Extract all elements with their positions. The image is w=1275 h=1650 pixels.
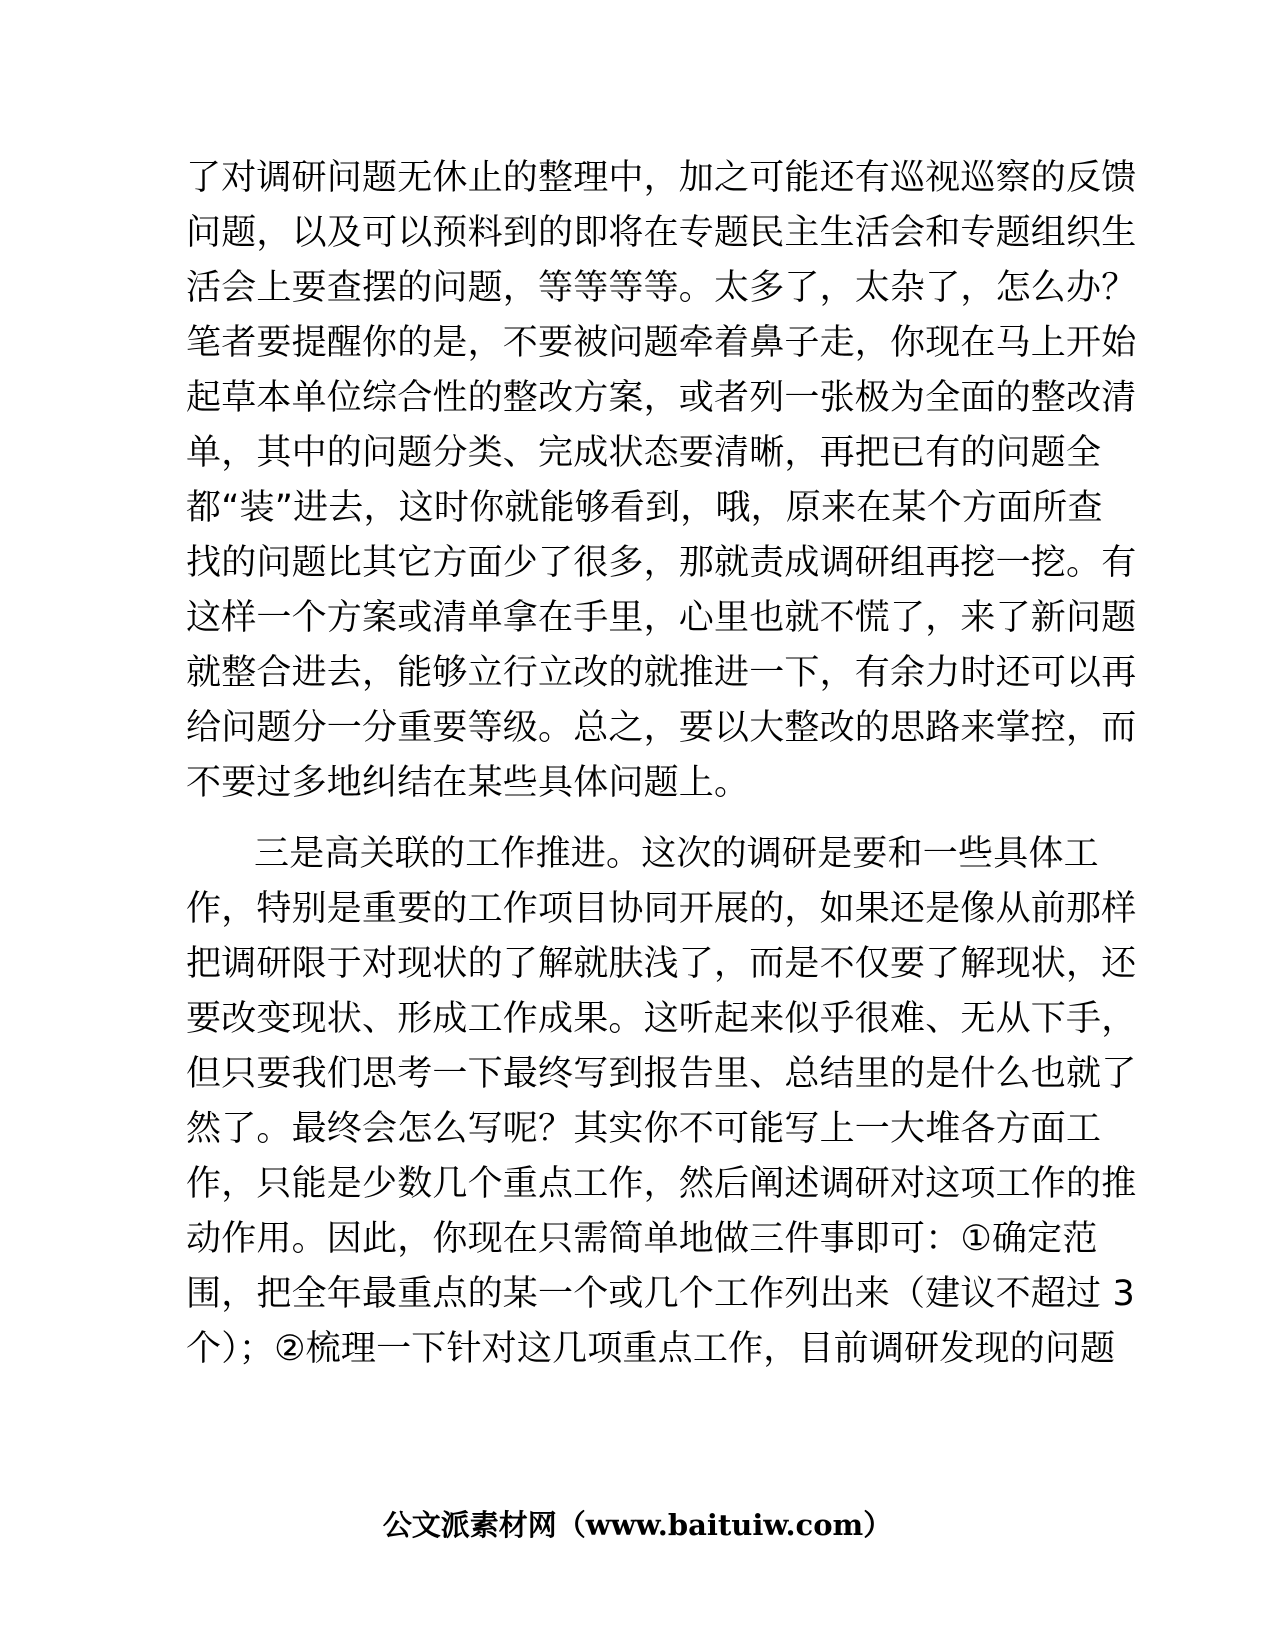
text-line: 找的问题比其它方面少了很多，那就责成调研组再挖一挖。有 <box>186 543 1137 583</box>
text-line: 了对调研问题无休止的整理中，加之可能还有巡视巡察的反馈 <box>186 158 1137 198</box>
text-line: 给问题分一分重要等级。总之，要以大整改的思路来掌控，而 <box>186 708 1137 748</box>
text-line: 个）；②梳理一下针对这几项重点工作，目前调研发现的问题 <box>186 1329 1116 1369</box>
text-line: 单，其中的问题分类、完成状态要清晰，再把已有的问题全 <box>186 433 1102 473</box>
text-line: 围，把全年最重点的某一个或几个工作列出来（建议不超过 3 <box>186 1274 1135 1314</box>
text-line: 都“装”进去，这时你就能够看到，哦，原来在某个方面所查 <box>186 488 1103 528</box>
text-line: 作，只能是少数几个重点工作，然后阐述调研对这项工作的推 <box>186 1164 1137 1204</box>
text-line: 活会上要查摆的问题，等等等等。太多了，太杂了，怎么办？ <box>186 268 1137 308</box>
text-line: 起草本单位综合性的整改方案，或者列一张极为全面的整改清 <box>186 378 1137 418</box>
text-line: 然了。最终会怎么写呢？其实你不可能写上一大堆各方面工 <box>186 1109 1102 1149</box>
text-line: 把调研限于对现状的了解就肤浅了，而是不仅要了解现状，还 <box>186 944 1137 984</box>
text-line: 要改变现状、形成工作成果。这听起来似乎很难、无从下手， <box>186 999 1137 1039</box>
text-line: 作，特别是重要的工作项目协同开展的，如果还是像从前那样 <box>186 889 1137 929</box>
text-line: 动作用。因此，你现在只需简单地做三件事即可：①确定范 <box>186 1219 1098 1259</box>
text-line: 笔者要提醒你的是，不要被问题牵着鼻子走，你现在马上开始 <box>186 323 1137 363</box>
text-line: 不要过多地纠结在某些具体问题上。 <box>186 763 750 803</box>
text-line-indented: 三是高关联的工作推进。这次的调研是要和一些具体工 <box>254 834 1099 874</box>
footer-source: 公文派素材网（www.baituiw.com） <box>382 1508 893 1542</box>
text-line: 但只要我们思考一下最终写到报告里、总结里的是什么也就了 <box>186 1054 1137 1094</box>
text-line: 就整合进去，能够立行立改的就推进一下，有余力时还可以再 <box>186 653 1137 693</box>
text-line: 问题，以及可以预料到的即将在专题民主生活会和专题组织生 <box>186 213 1137 253</box>
text-line: 这样一个方案或清单拿在手里，心里也就不慌了，来了新问题 <box>186 598 1137 638</box>
